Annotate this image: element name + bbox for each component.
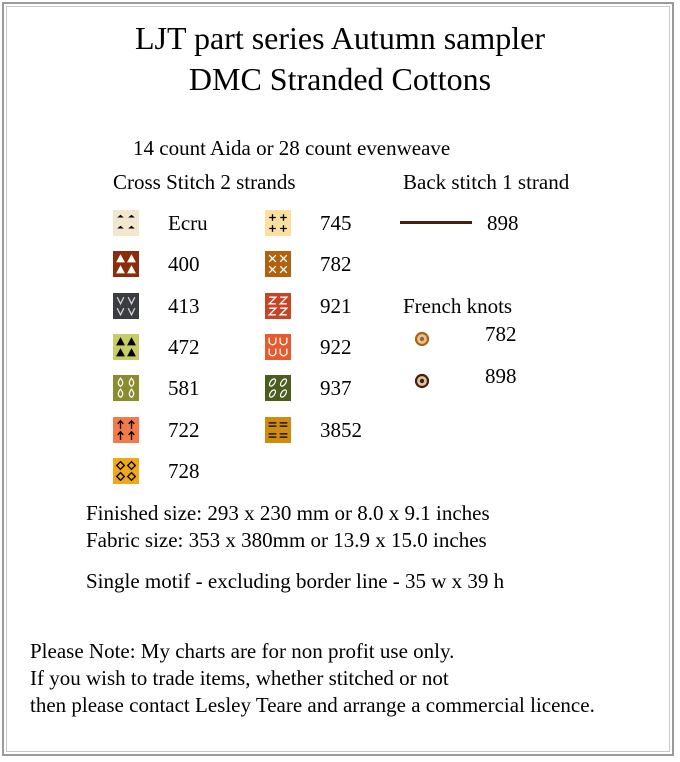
dmc-code-label: 937 — [320, 376, 352, 401]
note-line-3: then please contact Lesley Teare and arrange a commercial licence. — [30, 693, 595, 717]
bars-icon — [265, 417, 291, 443]
plus-icon — [265, 210, 291, 236]
dmc-code-label: 922 — [320, 334, 352, 359]
title-line-1: LJT part series Autumn sampler — [135, 20, 545, 56]
dmc-code-label: Ecru — [168, 211, 208, 235]
dmc-code-label: 722 — [168, 417, 200, 442]
dmc-code-label: 728 — [168, 458, 200, 483]
dmc-code-label: 472 — [168, 334, 200, 359]
solid-triangles-icon — [113, 334, 139, 360]
zeds-icon — [265, 293, 291, 319]
drops-icon — [113, 375, 139, 401]
french-knot-icon — [414, 373, 430, 394]
crosses-icon — [265, 251, 291, 277]
french-knots-heading: French knots — [403, 294, 513, 318]
dmc-code-label: 782 — [320, 252, 352, 277]
back-stitch-line — [400, 221, 472, 224]
up-arrows-icon — [113, 417, 139, 443]
dots-arrows-icon — [113, 210, 139, 236]
back-stitch-heading: Back stitch 1 strand — [403, 170, 570, 194]
fabric-size: Fabric size: 353 x 380mm or 13.9 x 15.0 inches — [86, 528, 487, 552]
cups-icon — [265, 334, 291, 360]
finished-size: Finished size: 293 x 230 mm or 8.0 x 9.1 inches — [86, 501, 490, 525]
dmc-code-label: 921 — [320, 293, 352, 318]
note-line-1: Please Note: My charts are for non profit use only. — [30, 639, 455, 663]
note-line-2: If you wish to trade items, whether stitched or not — [30, 666, 449, 690]
ovals-icon — [265, 375, 291, 401]
french-knot-icon — [414, 331, 430, 352]
french-knot-code: 898 — [485, 364, 517, 388]
chevrons-icon — [113, 293, 139, 319]
dmc-code-label: 581 — [168, 376, 200, 401]
fabric-count: 14 count Aida or 28 count evenweave — [133, 136, 451, 160]
single-motif-size: Single motif - excluding border line - 35 w x 39 h — [86, 569, 505, 593]
dmc-code-label: 3852 — [320, 417, 362, 442]
title-line-2: DMC Stranded Cottons — [188, 61, 492, 97]
dmc-code-label: 413 — [168, 293, 200, 318]
diamonds-icon — [113, 458, 139, 484]
dmc-code-label: 745 — [320, 211, 352, 235]
dmc-code-label: 400 — [168, 252, 200, 277]
cross-stitch-heading: Cross Stitch 2 strands — [113, 170, 296, 194]
back-stitch-code: 898 — [487, 211, 519, 235]
french-knot-code: 782 — [485, 322, 517, 346]
triangles-icon — [113, 251, 139, 277]
